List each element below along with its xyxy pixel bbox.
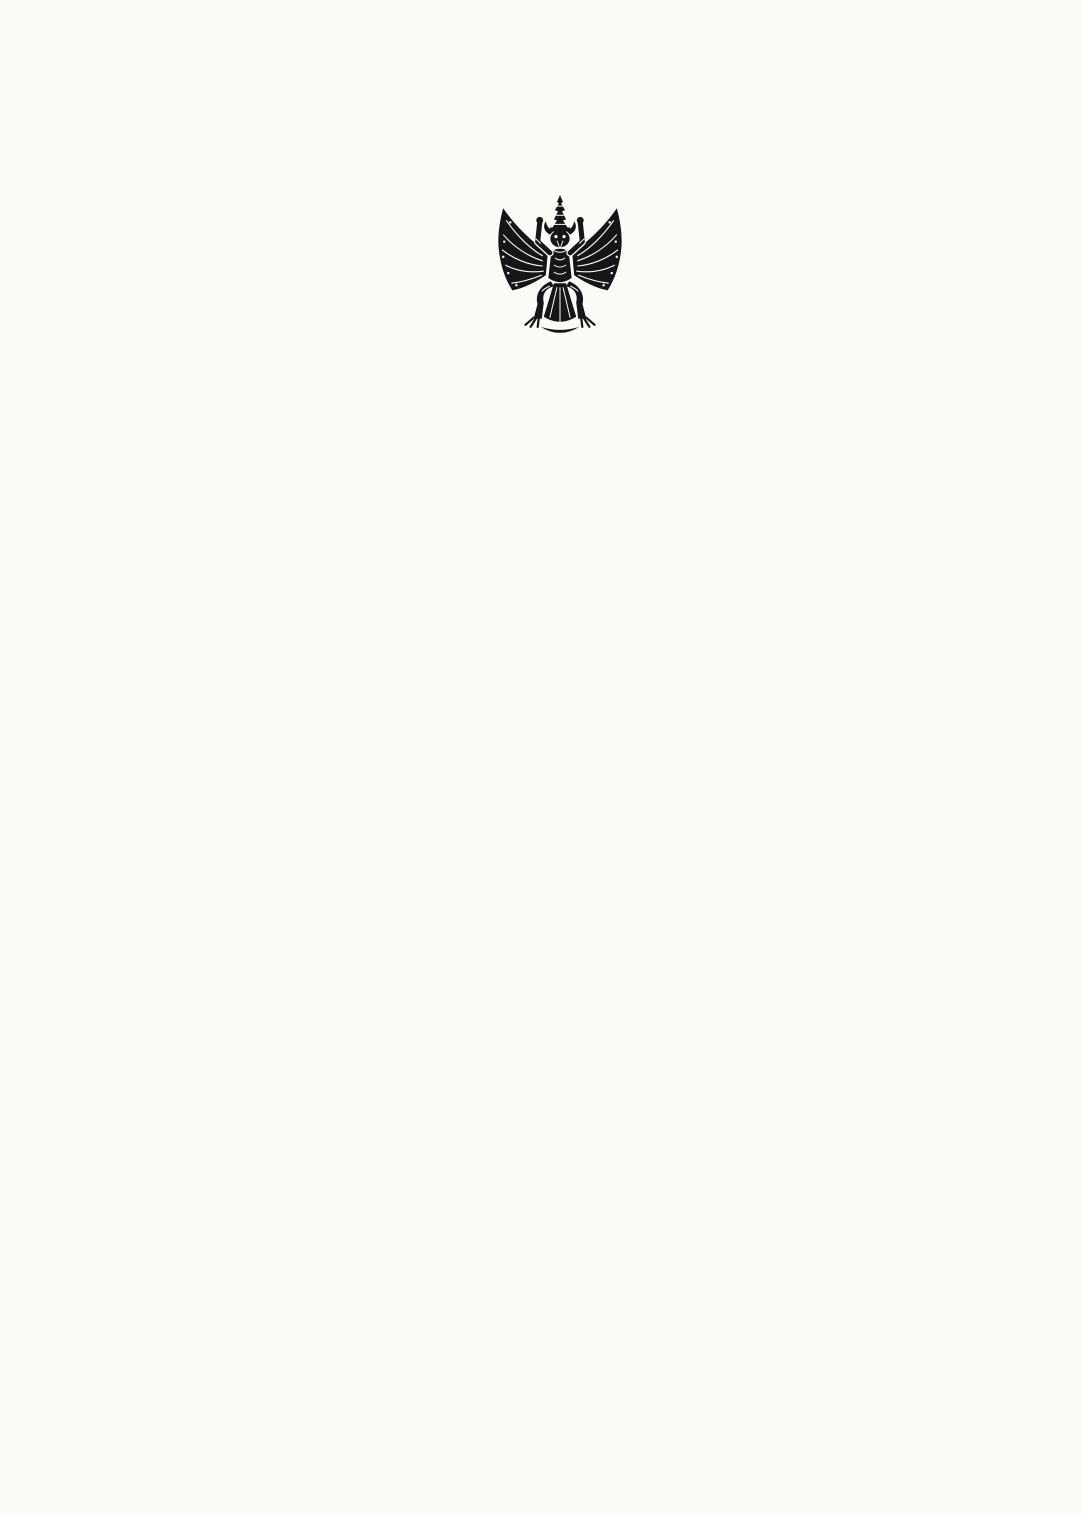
paragraph-line: [323, 820, 990, 850]
paragraph-line: [160, 1083, 990, 1113]
subsection-heading: [365, 1179, 990, 1209]
paragraph-line: [160, 915, 990, 945]
paragraph-line: [160, 667, 990, 697]
intro-line: [160, 525, 990, 555]
paragraph-line: [323, 636, 990, 666]
paragraph-line: [160, 790, 990, 820]
paragraph-line: [160, 1144, 990, 1174]
intro-line: [160, 558, 990, 588]
paragraph-line: [160, 760, 990, 790]
document-subject: [186, 384, 990, 414]
list-item: [440, 1210, 990, 1240]
paragraph-line: [160, 696, 990, 726]
paragraph-line: [160, 1114, 990, 1144]
list-item-continuation: [160, 1305, 990, 1335]
paragraph-line: [160, 730, 990, 760]
garuda-crown: [550, 195, 570, 232]
intro-line: [285, 455, 990, 485]
paragraph-line: [160, 1017, 990, 1047]
list-item: [440, 1275, 990, 1305]
title-divider: [160, 414, 985, 444]
paragraph-line: [323, 987, 990, 1017]
garuda-emblem: [494, 194, 626, 338]
continuation-note: [160, 1341, 990, 1371]
paragraph-line: [160, 850, 990, 880]
paragraph-line: [365, 1053, 990, 1083]
paragraph-line: [160, 884, 990, 914]
section-heading: [285, 957, 990, 987]
garuda-icon: [494, 194, 626, 338]
intro-line: [160, 489, 990, 519]
list-item-continuation: [160, 1240, 990, 1270]
section-heading: [285, 601, 990, 631]
document-title: [186, 349, 990, 379]
